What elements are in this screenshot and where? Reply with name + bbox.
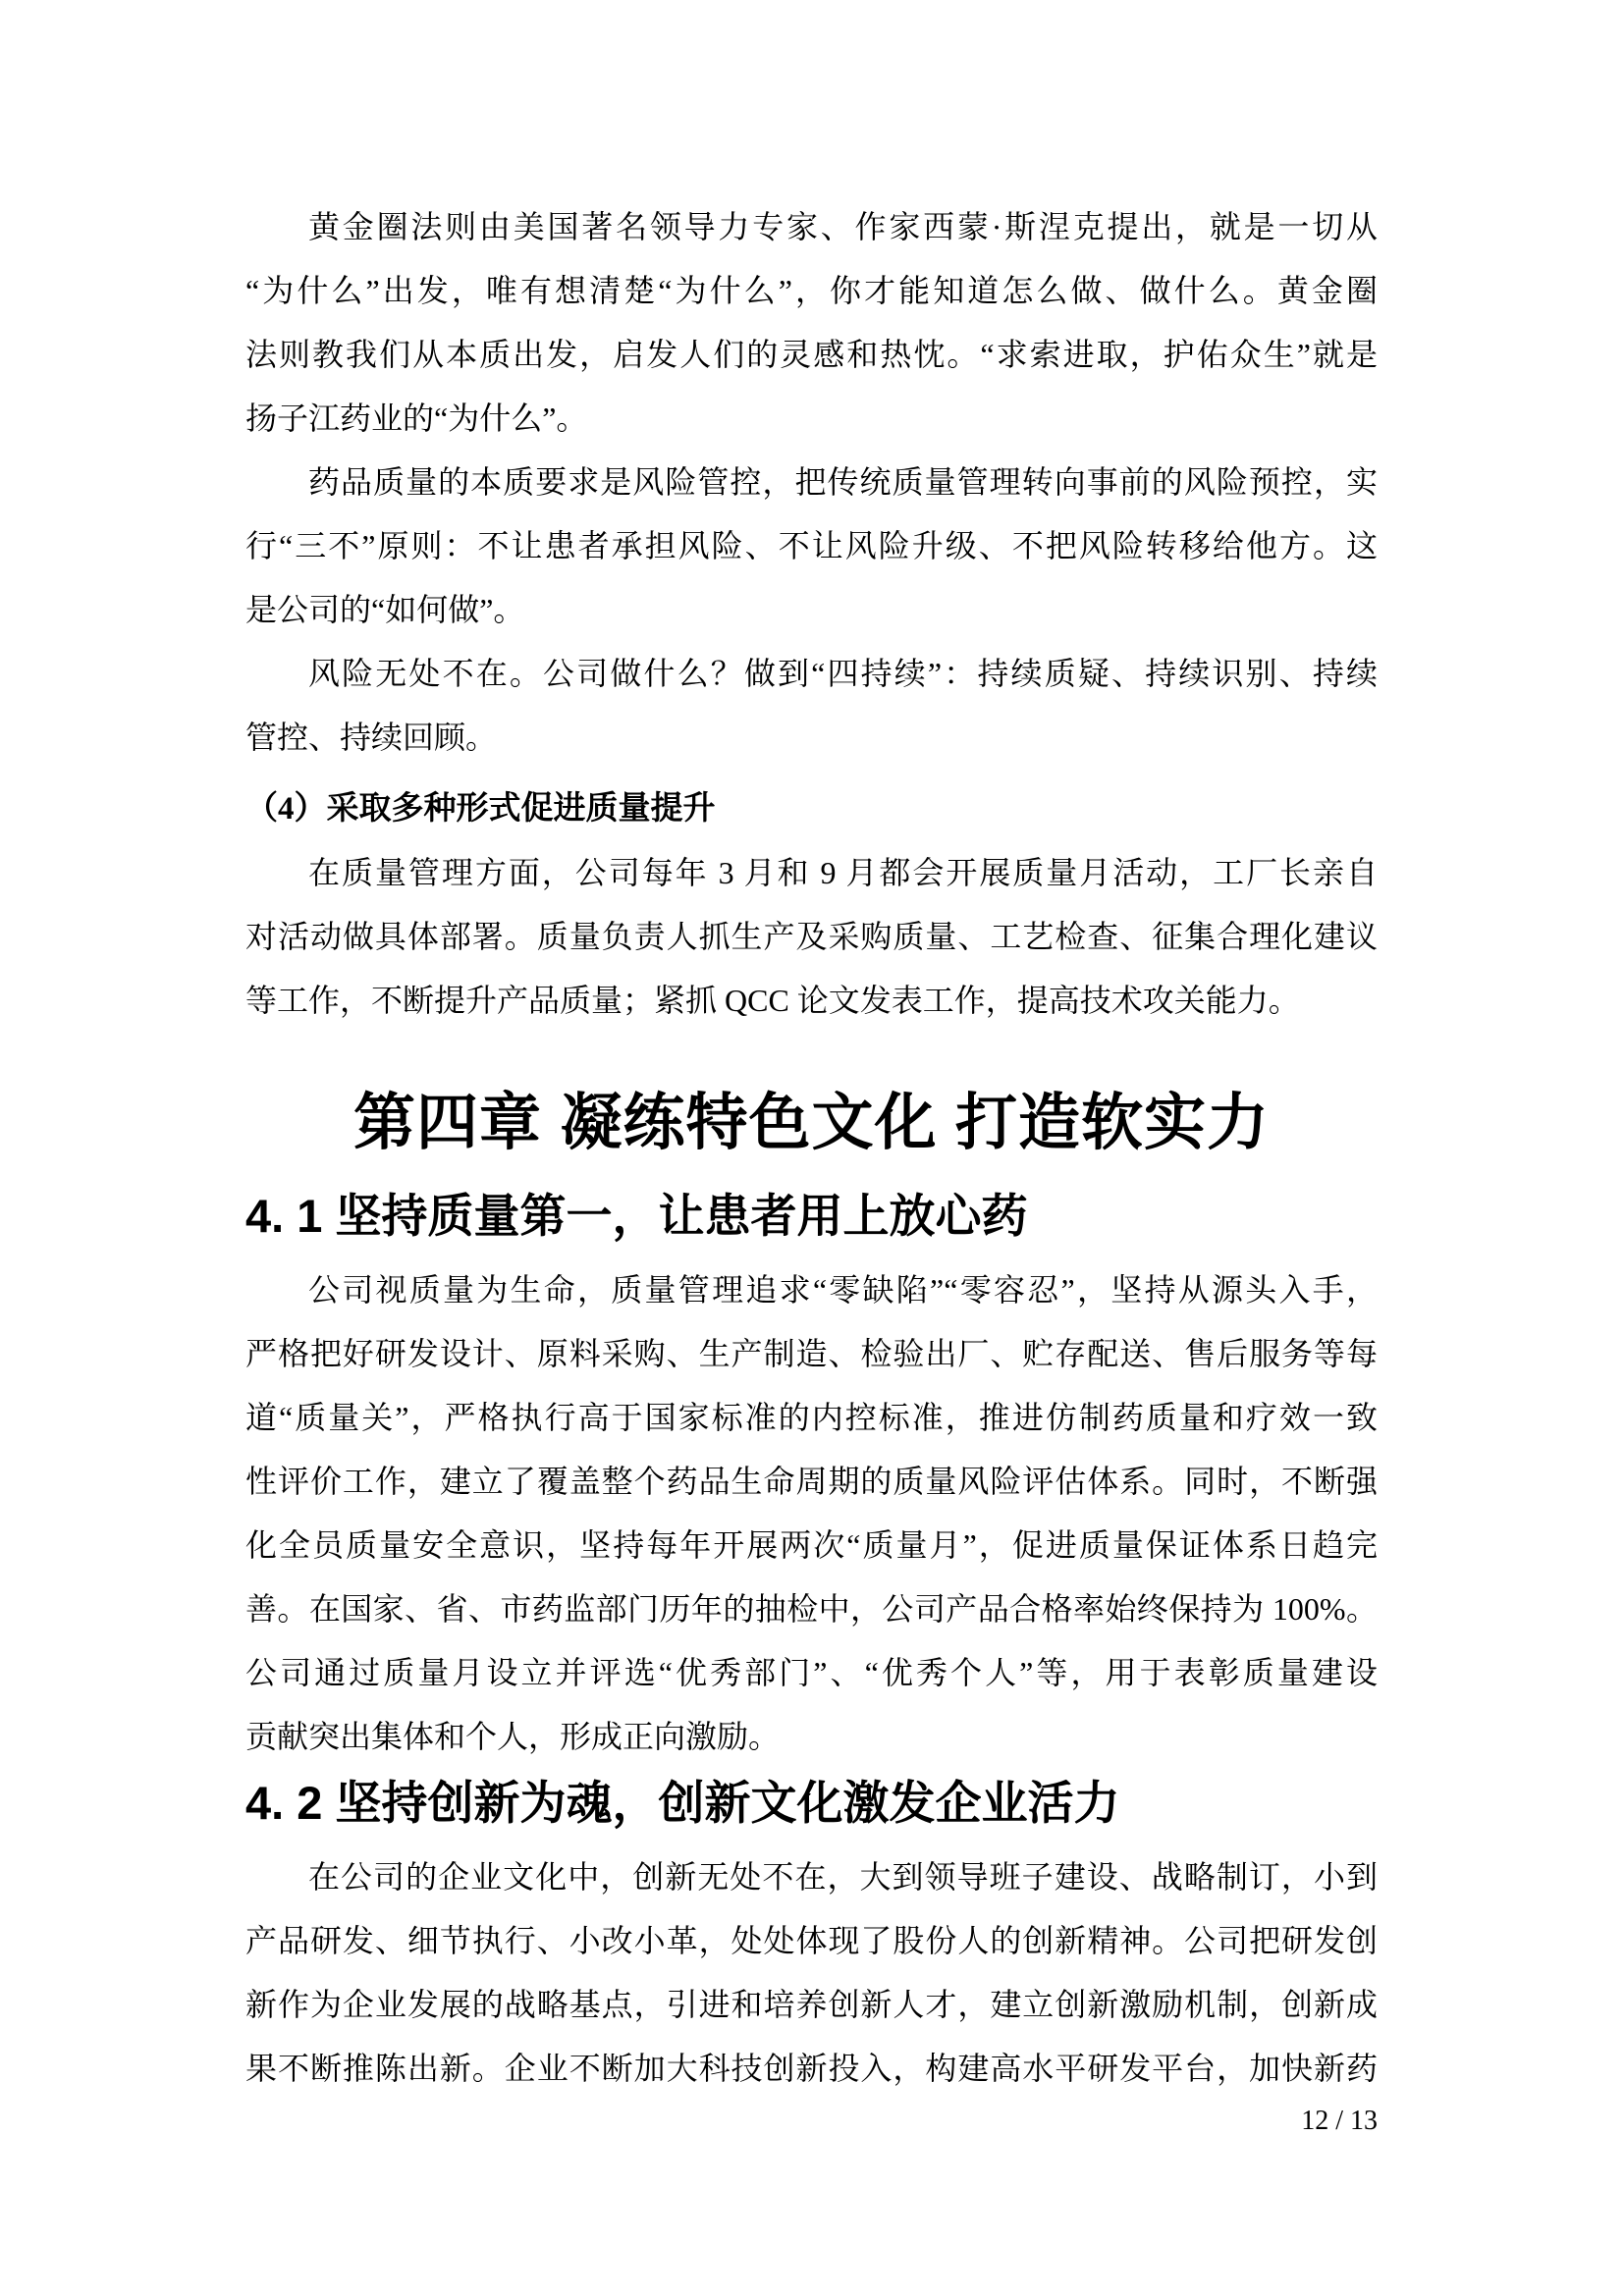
text-line: 在质量管理方面，公司每年 3 月和 9 月都会开展质量月活动，工厂长亲自 [308,855,1378,890]
text-line: 贡献突出集体和个人，形成正向激励。 [245,1719,781,1754]
text-line: 性评价工作，建立了覆盖整个药品生命周期的质量风险评估体系。同时，不断强 [245,1464,1378,1499]
body-paragraph [245,1845,1378,2101]
text-line: 在公司的企业文化中，创新无处不在，大到领导班子建设、战略制订，小到 [308,1859,1378,1895]
page-number: 12 / 13 [1301,2106,1378,2136]
text-line: 管控、持续回顾。 [245,720,498,755]
section-heading: 4. 1 坚持质量第一，让患者用上放心药 [245,1190,1028,1242]
document-blocks [245,195,1378,2101]
text-line: 风险无处不在。公司做什么？做到“四持续”：持续质疑、持续识别、持续 [308,656,1378,691]
body-paragraph [245,1258,1378,1769]
chapter-heading: 第四章 凝练特色文化 打造软实力 [352,1089,1270,1157]
text-line: 行“三不”原则：不让患者承担风险、不让风险升级、不把风险转移给他方。这 [245,528,1378,563]
text-line: 扬子江药业的“为什么”。 [245,400,588,436]
text-line: 对活动做具体部署。质量负责人抓生产及采购质量、工艺检查、征集合理化建议 [245,919,1378,954]
text-line: “为什么”出发，唯有想清楚“为什么”，你才能知道怎么做、做什么。黄金圈 [245,273,1378,308]
text-line: 道“质量关”，严格执行高于国家标准的内控标准，推进仿制药质量和疗效一致 [245,1400,1378,1435]
text-line: 果不断推陈出新。企业不断加大科技创新投入，构建高水平研发平台，加快新药 [245,2051,1378,2086]
text-line: 等工作，不断提升产品质量；紧抓 QCC 论文发表工作，提高技术攻关能力。 [245,983,1300,1018]
body-paragraph [245,451,1378,642]
body-paragraph [245,642,1378,770]
section-heading: 4. 2 坚持创新为魂，创新文化激发企业活力 [245,1777,1120,1829]
text-line: 黄金圈法则由美国著名领导力专家、作家西蒙·斯涅克提出，就是一切从 [308,209,1378,244]
sub-heading: （4）采取多种形式促进质量提升 [245,791,716,827]
text-line: 善。在国家、省、市药监部门历年的抽检中，公司产品合格率始终保持为 100%。 [245,1591,1378,1627]
text-line: 新作为企业发展的战略基点，引进和培养创新人才，建立创新激励机制，创新成 [245,1987,1378,2022]
text-line: 公司视质量为生命，质量管理追求“零缺陷”“零容忍”，坚持从源头入手， [308,1272,1378,1308]
text-line: 公司通过质量月设立并评选“优秀部门”、“优秀个人”等，用于表彰质量建设 [245,1655,1378,1690]
text-line: 是公司的“如何做”。 [245,592,525,627]
text-line: 药品质量的本质要求是风险管控，把传统质量管理转向事前的风险预控，实 [308,464,1378,500]
text-line: 法则教我们从本质出发，启发人们的灵感和热忱。“求索进取，护佑众生”就是 [245,337,1378,372]
body-paragraph [245,841,1378,1033]
text-line: 严格把好研发设计、原料采购、生产制造、检验出厂、贮存配送、售后服务等每 [245,1336,1378,1371]
text-line: 化全员质量安全意识，坚持每年开展两次“质量月”，促进质量保证体系日趋完 [245,1527,1378,1563]
body-paragraph [245,195,1378,451]
document-content [245,195,1378,2136]
text-line: 产品研发、细节执行、小改小革，处处体现了股份人的创新精神。公司把研发创 [245,1923,1378,1958]
